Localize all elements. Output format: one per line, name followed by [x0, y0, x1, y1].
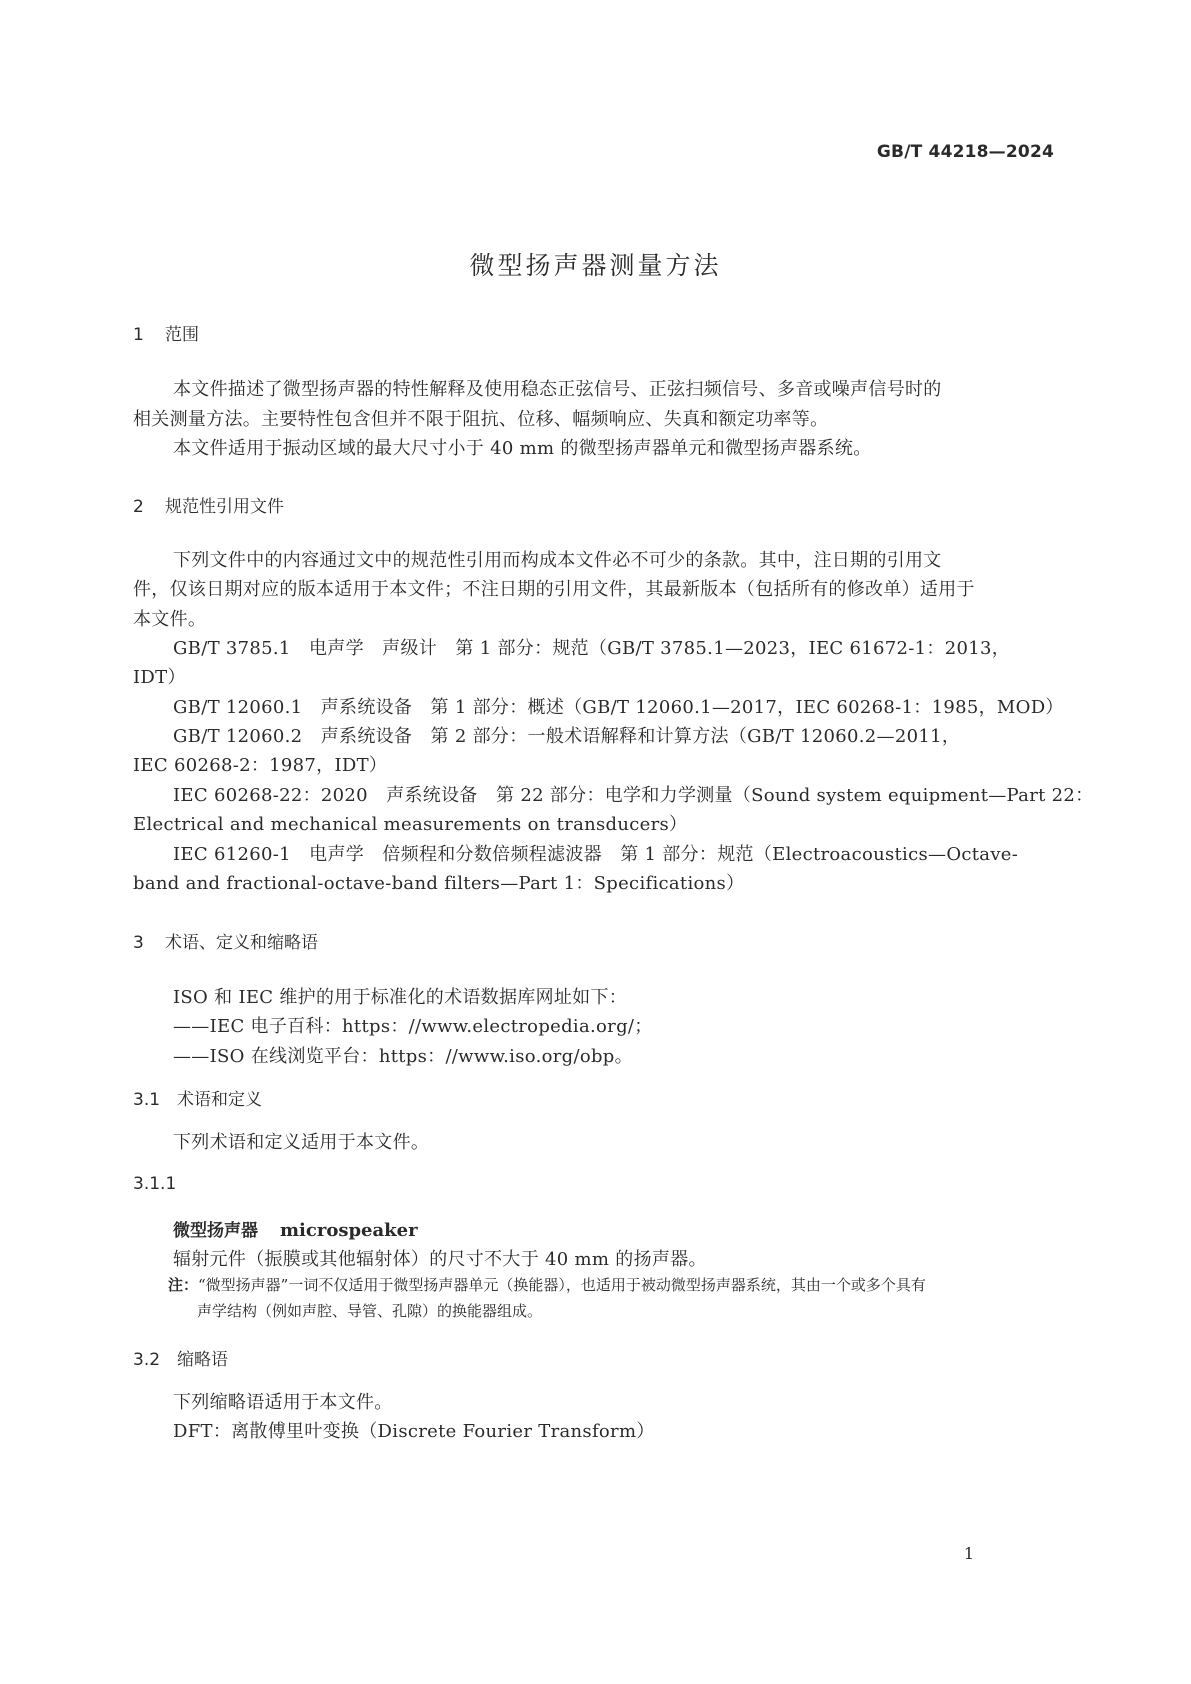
note-line: [168, 1274, 926, 1295]
paragraph-line: ISO 和 IEC 维护的用于标准化的术语数据库网址如下：: [173, 987, 628, 1008]
paragraph-line: 本文件描述了微型扬声器的特性解释及使用稳态正弦信号、正弦扫频信号、多音或噪声信号时的: [173, 379, 942, 400]
section-title: 术语、定义和缩略语: [165, 933, 318, 953]
section-number: 1: [133, 325, 144, 345]
page-number: 1: [963, 1544, 974, 1563]
subsection-3-1-heading: [133, 1085, 262, 1110]
paragraph-line: 相关测量方法。主要特性包含但并不限于阻抗、位移、幅频响应、失真和额定功率等。: [133, 409, 829, 430]
paragraph-line: 件，仅该日期对应的版本适用于本文件；不注日期的引用文件，其最新版本（包括所有的修改单）适用于: [133, 579, 975, 600]
subsection-number: 3.1: [133, 1090, 161, 1110]
subsection-3-1-1-heading: [133, 1174, 177, 1194]
reference-line: IEC 60268-2：1987，IDT）: [133, 755, 388, 776]
abbreviation-entry: DFT：离散傅里叶变换（Discrete Fourier Transform）: [173, 1421, 655, 1442]
reference-line: GB/T 3785.1 电声学 声级计 第 1 部分：规范（GB/T 3785.1—2023，IEC 61672-1：2013，: [173, 638, 1011, 659]
section-1-heading: [133, 320, 199, 345]
subsection-title: 缩略语: [177, 1350, 228, 1370]
term-chinese: 微型扬声器: [173, 1221, 258, 1241]
subsection-3-2-heading: [133, 1345, 228, 1370]
section-number: 3: [133, 933, 144, 953]
paragraph-line: 下列术语和定义适用于本文件。: [173, 1132, 430, 1153]
reference-line: band and fractional-octave-band filters—Part 1：Specifications）: [133, 873, 745, 894]
term-english: microspeaker: [280, 1220, 418, 1241]
document-title: 微型扬声器测量方法: [469, 251, 722, 280]
reference-line: IEC 60268-22：2020 声系统设备 第 22 部分：电学和力学测量（Sound system equipment—Part 22：: [173, 785, 1094, 806]
paragraph-line: 本文件适用于振动区域的最大尺寸小于 40 mm 的微型扬声器单元和微型扬声器系统。: [173, 438, 872, 459]
reference-line: IEC 61260-1 电声学 倍频程和分数倍频程滤波器 第 1 部分：规范（Electroacoustics—Octave-: [173, 844, 1019, 865]
subsection-title: 术语和定义: [177, 1090, 262, 1110]
reference-line: GB/T 12060.2 声系统设备 第 2 部分：一般术语解释和计算方法（GB/T 12060.2—2011，: [173, 726, 961, 747]
reference-line: GB/T 12060.1 声系统设备 第 1 部分：概述（GB/T 12060.1—2017，IEC 60268-1：1985，MOD）: [173, 697, 1064, 718]
section-title: 规范性引用文件: [165, 497, 284, 517]
section-2-heading: [133, 492, 284, 517]
paragraph-line: 下列缩略语适用于本文件。: [173, 1392, 393, 1413]
subsection-number: 3.1.1: [133, 1174, 177, 1194]
reference-line: IDT）: [133, 667, 186, 688]
list-item: ——IEC 电子百科：https：//www.electropedia.org/；: [173, 1016, 653, 1037]
note-line: 声学结构（例如声腔、导管、孔隙）的换能器组成。: [197, 1302, 543, 1320]
term-definition: 辐射元件（振膜或其他辐射体）的尺寸不大于 40 mm 的扬声器。: [173, 1249, 707, 1270]
reference-line: Electrical and mechanical measurements on transducers）: [133, 814, 688, 835]
note-text: “微型扬声器”一词不仅适用于微型扬声器单元（换能器），也适用于被动微型扬声器系统，其由一个或多个具有: [198, 1276, 926, 1294]
section-title: 范围: [165, 325, 199, 345]
section-3-heading: [133, 928, 318, 953]
standard-number: GB/T 44218—2024: [876, 142, 1054, 162]
note-label: 注：: [168, 1276, 199, 1294]
term-entry: [173, 1216, 418, 1241]
paragraph-line: 本文件。: [133, 609, 207, 630]
paragraph-line: 下列文件中的内容通过文中的规范性引用而构成本文件必不可少的条款。其中，注日期的引用文: [173, 550, 942, 571]
list-item: ——ISO 在线浏览平台：https：//www.iso.org/obp。: [173, 1046, 633, 1067]
section-number: 2: [133, 497, 144, 517]
subsection-number: 3.2: [133, 1350, 161, 1370]
